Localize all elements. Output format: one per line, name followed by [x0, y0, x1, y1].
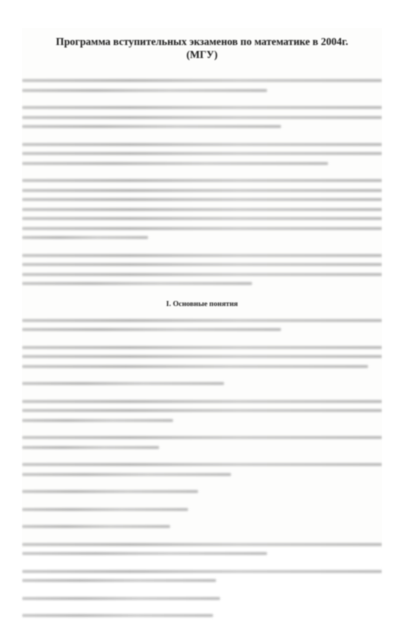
- top-paragraphs: [22, 76, 382, 289]
- paragraph-line: [22, 576, 382, 586]
- paragraph: [22, 611, 382, 621]
- paragraph-line: [22, 352, 382, 362]
- paragraph-line: [22, 460, 382, 470]
- paragraph-line: [22, 176, 382, 186]
- paragraph: [22, 103, 382, 132]
- paragraph: [22, 522, 382, 532]
- paragraph: [22, 567, 382, 586]
- paragraph-line: [22, 260, 382, 270]
- section-heading: I. Основные понятия: [166, 298, 238, 308]
- paragraph-line: [22, 397, 382, 407]
- paragraph-line: [22, 443, 382, 453]
- paragraph: [22, 379, 382, 389]
- paragraph-line: [22, 406, 382, 416]
- paragraph-line: [22, 325, 382, 335]
- paragraph: [22, 540, 382, 559]
- paragraph-line: [22, 522, 382, 532]
- paragraph-line: [22, 316, 382, 326]
- paragraph-line: [22, 540, 382, 550]
- paragraph-line: [22, 224, 382, 234]
- paragraph-line: [22, 149, 382, 159]
- paragraph: [22, 251, 382, 289]
- paragraph-line: [22, 505, 382, 515]
- paragraph-line: [22, 233, 382, 243]
- paragraph-line: [22, 379, 382, 389]
- paragraph: [22, 505, 382, 515]
- paragraph-line: [22, 487, 382, 497]
- paragraph-line: [22, 433, 382, 443]
- page-title: [22, 36, 382, 62]
- paragraph-line: [22, 343, 382, 353]
- bottom-paragraphs: [22, 316, 382, 621]
- paragraph-line: [22, 186, 382, 196]
- paragraph-line: [22, 279, 382, 289]
- paragraph-line: [22, 362, 382, 372]
- paragraph: [22, 594, 382, 604]
- paragraph: [22, 343, 382, 372]
- paragraph-line: [22, 140, 382, 150]
- paragraph-line: [22, 214, 382, 224]
- paragraph-line: [22, 594, 382, 604]
- paragraph: [22, 433, 382, 452]
- paragraph-line: [22, 195, 382, 205]
- paragraph-line: [22, 103, 382, 113]
- paragraph-line: [22, 122, 382, 132]
- paragraph: [22, 487, 382, 497]
- document-page: [22, 28, 382, 548]
- paragraph-line: [22, 86, 382, 96]
- paragraph-line: [22, 611, 382, 621]
- paragraph-line: [22, 76, 382, 86]
- paragraph: [22, 316, 382, 335]
- paragraph-line: [22, 205, 382, 215]
- paragraph-line: [22, 470, 382, 480]
- paragraph-line: [22, 159, 382, 169]
- title-line-1: Программа вступительных экзаменов по математике в 2004г.: [55, 37, 349, 48]
- paragraph: [22, 397, 382, 426]
- title-line-2: (МГУ): [186, 50, 218, 61]
- paragraph-line: [22, 251, 382, 261]
- paragraph-line: [22, 416, 382, 426]
- paragraph: [22, 140, 382, 169]
- paragraph-line: [22, 549, 382, 559]
- paragraph: [22, 76, 382, 95]
- paragraph-line: [22, 567, 382, 577]
- paragraph-line: [22, 270, 382, 280]
- paragraph: [22, 460, 382, 479]
- paragraph: [22, 176, 382, 243]
- paragraph-line: [22, 113, 382, 123]
